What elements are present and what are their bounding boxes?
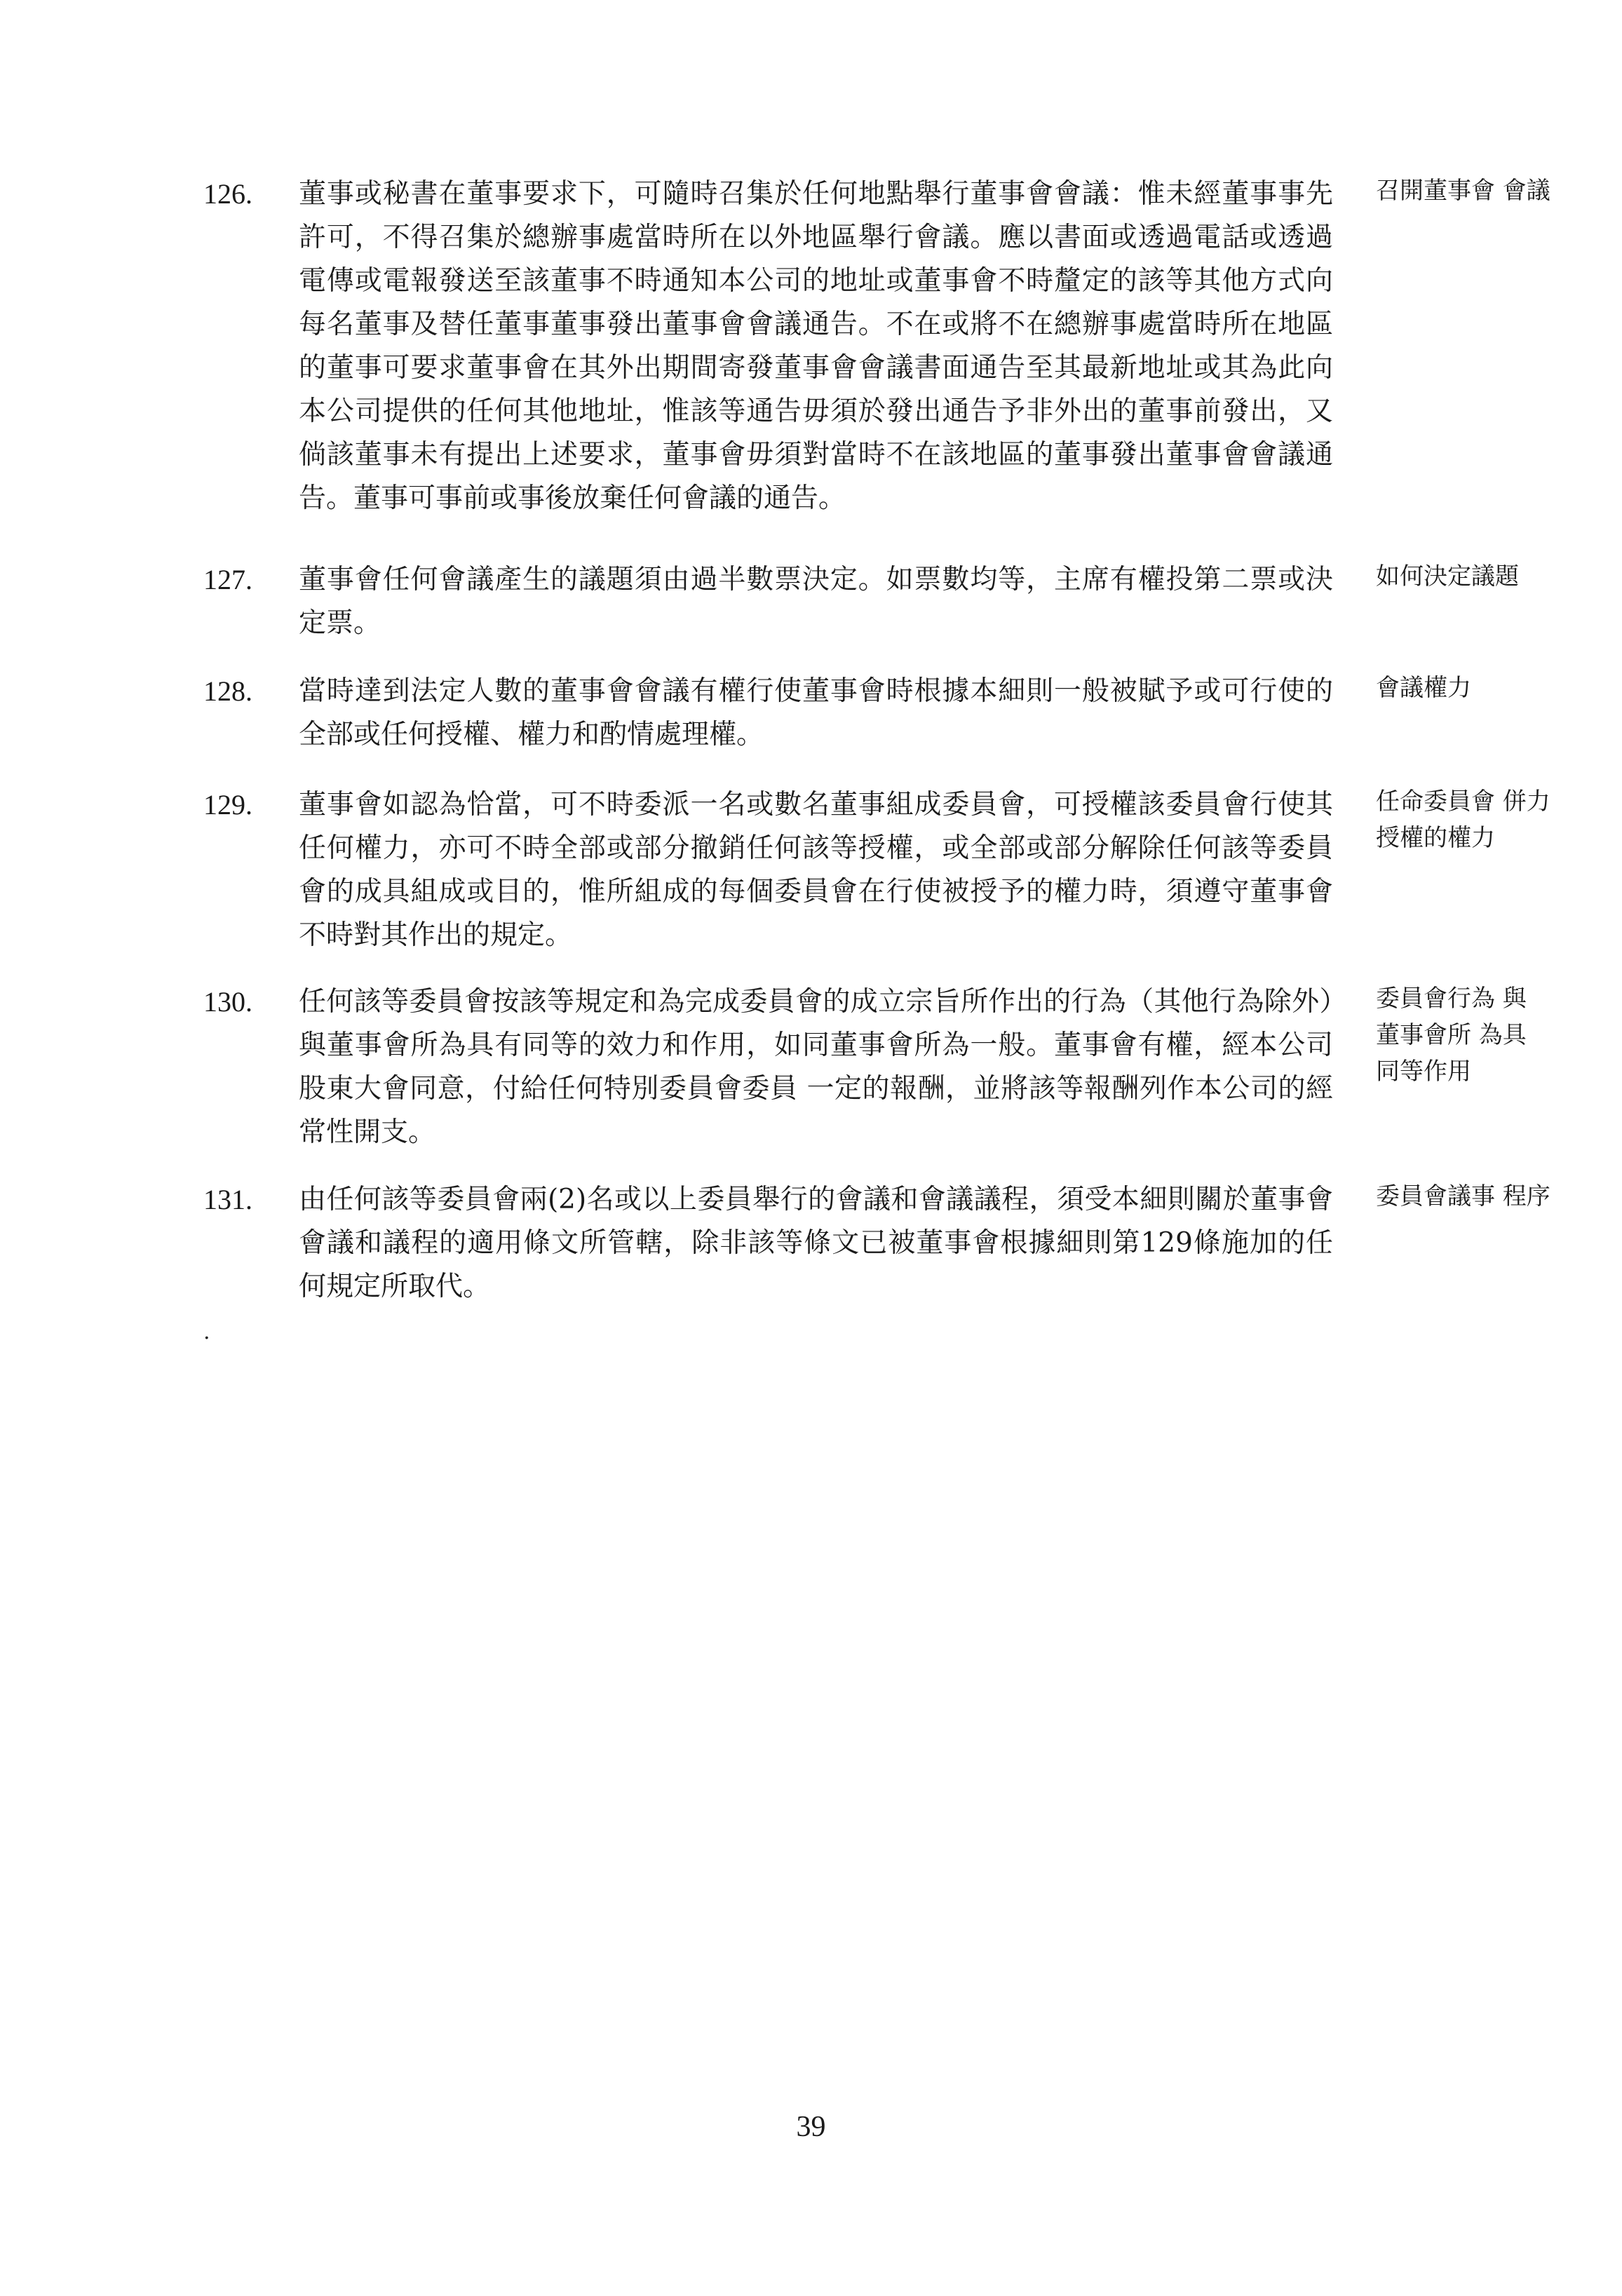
article-number: 130.: [203, 986, 252, 1018]
page-number: 39: [796, 2111, 826, 2143]
margin-note: 委員會行為 與 董事會所 為具 同等作用: [1376, 985, 1527, 1086]
article-text: 當時達到法定人數的董事會會議有權行使董事會時根據本細則一般被賦予或可行使的全部或任何授權、權力和酌情處理權。: [299, 675, 1333, 750]
article-text: 董事或秘書在董事要求下，可隨時召集於任何地點舉行董事會會議：惟未經董事事先許可，不得召集於總辦事處當時所在以外地區舉行會議。應以書面或透過電話或透過電傳或電報發送至該董事不時通知本公司的地址或董事會不時釐定的該等其他方式向每名董事及替任董事董事發出董事會會議通告。不在或將不在總辦事處當時所在地區的董事可要求董事會在其外出期間寄發董事會會議書面通告至其最新地址或其為此向本公司提供的任何其他地址，惟該等通告毋須於發出通告予非外出的董事前發出，又倘該董事未有提出上述要求，董事會毋須對當時不在該地區的董事發出董事會會議通告。董事可事前或事後放棄任何會議的通告。: [299, 178, 1333, 514]
article-text: 任何該等委員會按該等規定和為完成委員會的成立宗旨所作出的行為（其他行為除外）與董事會所為具有同等的效力和作用，如同董事會所為一般。董事會有權，經本公司股東大會同意，付給任何特別委員會委員 一定的報酬，並將該等報酬列作本公司的經常性開支。: [299, 986, 1333, 1148]
article-text: 由任何該等委員會兩(2)名或以上委員舉行的會議和會議議程，須受本細則關於董事會會議和議程的適用條文所管轄，除非該等條文已被董事會根據細則第129條施加的任何規定所取代。: [299, 1184, 1333, 1302]
margin-note: 如何決定議題: [1376, 562, 1519, 590]
article-number: 129.: [203, 789, 252, 821]
margin-note: 召開董事會 會議: [1376, 177, 1550, 205]
article-text: 董事會任何會議產生的議題須由過半數票決定。如票數均等，主席有權投第二票或決定票。: [299, 564, 1333, 639]
stray-mark: .: [203, 1320, 210, 1344]
article-number: 128.: [203, 675, 252, 707]
article-number: 126.: [203, 178, 252, 210]
margin-note: 委員會議事 程序: [1376, 1182, 1550, 1210]
margin-note: 任命委員會 併力 授權的權力: [1376, 788, 1550, 852]
article-number: 127.: [203, 564, 252, 595]
article-text: 董事會如認為恰當，可不時委派一名或數名董事組成委員會，可授權該委員會行使其任何權力，亦可不時全部或部分撤銷任何該等授權，或全部或部分解除任何該等委員會的成具組成或目的，惟所組成的每個委員會在行使被授予的權力時，須遵守董事會不時對其作出的規定。: [299, 789, 1333, 951]
margin-note: 會議權力: [1376, 674, 1471, 702]
article-number: 131.: [203, 1184, 252, 1215]
